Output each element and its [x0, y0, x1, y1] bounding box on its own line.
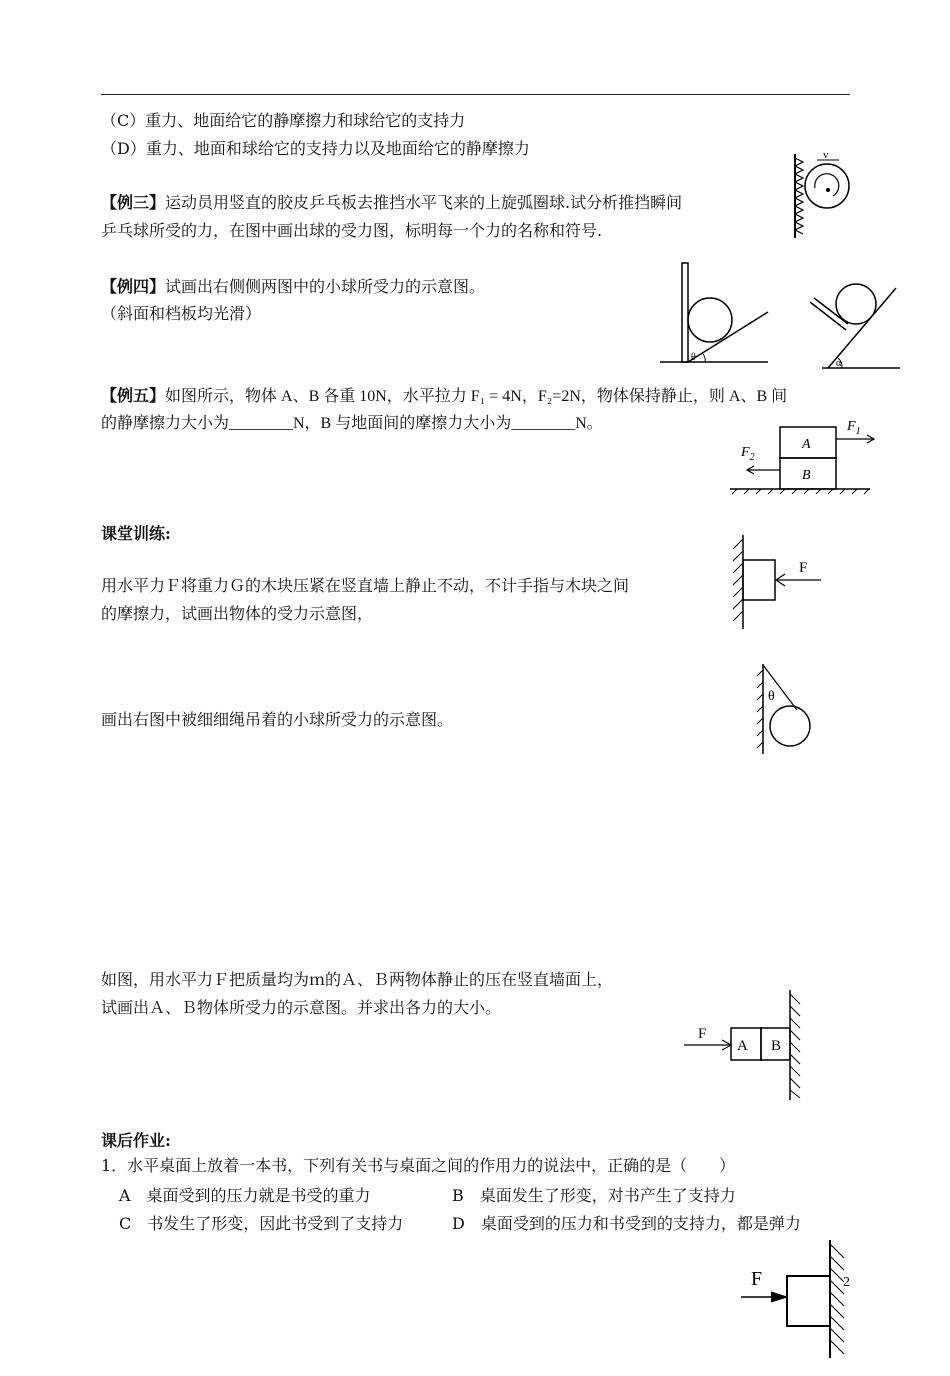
stacked-blocks-figure [725, 412, 875, 494]
example4-text1: 试画出右侧侧两图中的小球所受力的示意图。 [165, 277, 486, 296]
f1-label: $F_1$ [847, 419, 861, 437]
pingpong-figure [785, 148, 855, 243]
example5-line2: 的静摩擦力大小为________N，B 与地面间的摩擦力大小为________N。 [101, 415, 603, 432]
bottom-f-label: F [751, 1268, 763, 1290]
option-d: （D）重力、地面和球给它的支持力以及地面给它的静摩擦力 [101, 139, 530, 158]
example4-line2: （斜面和档板均光滑） [101, 304, 262, 323]
page-number: 2 [843, 1275, 850, 1290]
block-a-label: A [802, 437, 811, 452]
homework-opt-b: B 桌面发生了形变，对书产生了支持力 [452, 1186, 736, 1205]
classroom-q1-line2: 的摩擦力，试画出物体的受力示意图， [101, 604, 374, 623]
block-b-label: B [802, 468, 811, 483]
classroom-q3-line2: 试画出Ａ、Ｂ物体所受力的示意图。并求出各力的大小。 [101, 998, 502, 1017]
two-blocks-f-label: F [698, 1026, 707, 1042]
example3-line2: 乒乓球所受的力，在图中画出球的受力图，标明每一个力的名称和符号. [101, 221, 603, 240]
classroom-heading: 课堂训练: [101, 524, 171, 543]
alpha-label: α [836, 358, 842, 369]
example5-tag: 【例五】 [101, 388, 166, 405]
homework-q1: 1．水平桌面上放着一本书，下列有关书与桌面之间的作用力的说法中，正确的是（ ） [101, 1156, 736, 1175]
classroom-q3-line1: 如图，用水平力Ｆ把质量均为ｍ的Ａ、Ｂ两物体静止的压在竖直墙面上， [101, 970, 614, 989]
block-wall-bottom-figure [735, 1238, 865, 1360]
two-blocks-wall-figure [680, 988, 810, 1103]
homework-heading: 课后作业: [101, 1131, 171, 1150]
option-c: （C）重力、地面给它的静摩擦力和球给它的支持力 [101, 111, 466, 130]
hanging-theta-label: θ [768, 689, 775, 704]
example3-tag: 【例三】 [101, 193, 166, 212]
wall-block-figure [725, 533, 825, 633]
homework-opt-c: C 书发生了形变，因此书受到了支持力 [119, 1214, 404, 1233]
block-a-wall-label: A [737, 1038, 748, 1054]
classroom-q2: 画出右图中被细细绳吊着的小球所受力的示意图。 [101, 710, 454, 729]
pingpong-v-label: v [823, 149, 829, 161]
header-rule [101, 94, 850, 95]
example4-line1 [101, 277, 485, 297]
homework-opt-d: D 桌面受到的压力和书受到的支持力，都是弹力 [452, 1214, 801, 1233]
example5-line1 [101, 387, 787, 407]
homework-opt-a: A 桌面受到的压力就是书受的重力 [119, 1186, 371, 1205]
example3-line1 [101, 193, 682, 213]
example5-text1: 如图所示，物体 A、B 各重 10N，水平拉力 F₁ = 4N，F₂=2N，物体保持静止，则 A、B 间 [165, 388, 788, 405]
theta-label: θ [691, 352, 696, 363]
hanging-ball-figure [755, 662, 825, 757]
block-b-wall-label: B [771, 1038, 782, 1054]
incline-figures [650, 258, 900, 370]
f2-label: $F_2$ [741, 445, 755, 463]
wall-block-f-label: F [799, 560, 808, 576]
example4-tag: 【例四】 [101, 277, 166, 296]
example3-text1: 运动员用竖直的胶皮乒乓板去推挡水平飞来的上旋弧圈球.试分析推挡瞬间 [165, 193, 683, 212]
classroom-q1-line1: 用水平力Ｆ将重力Ｇ的木块压紧在竖直墙上静止不动，不计手指与木块之间 [101, 576, 630, 595]
